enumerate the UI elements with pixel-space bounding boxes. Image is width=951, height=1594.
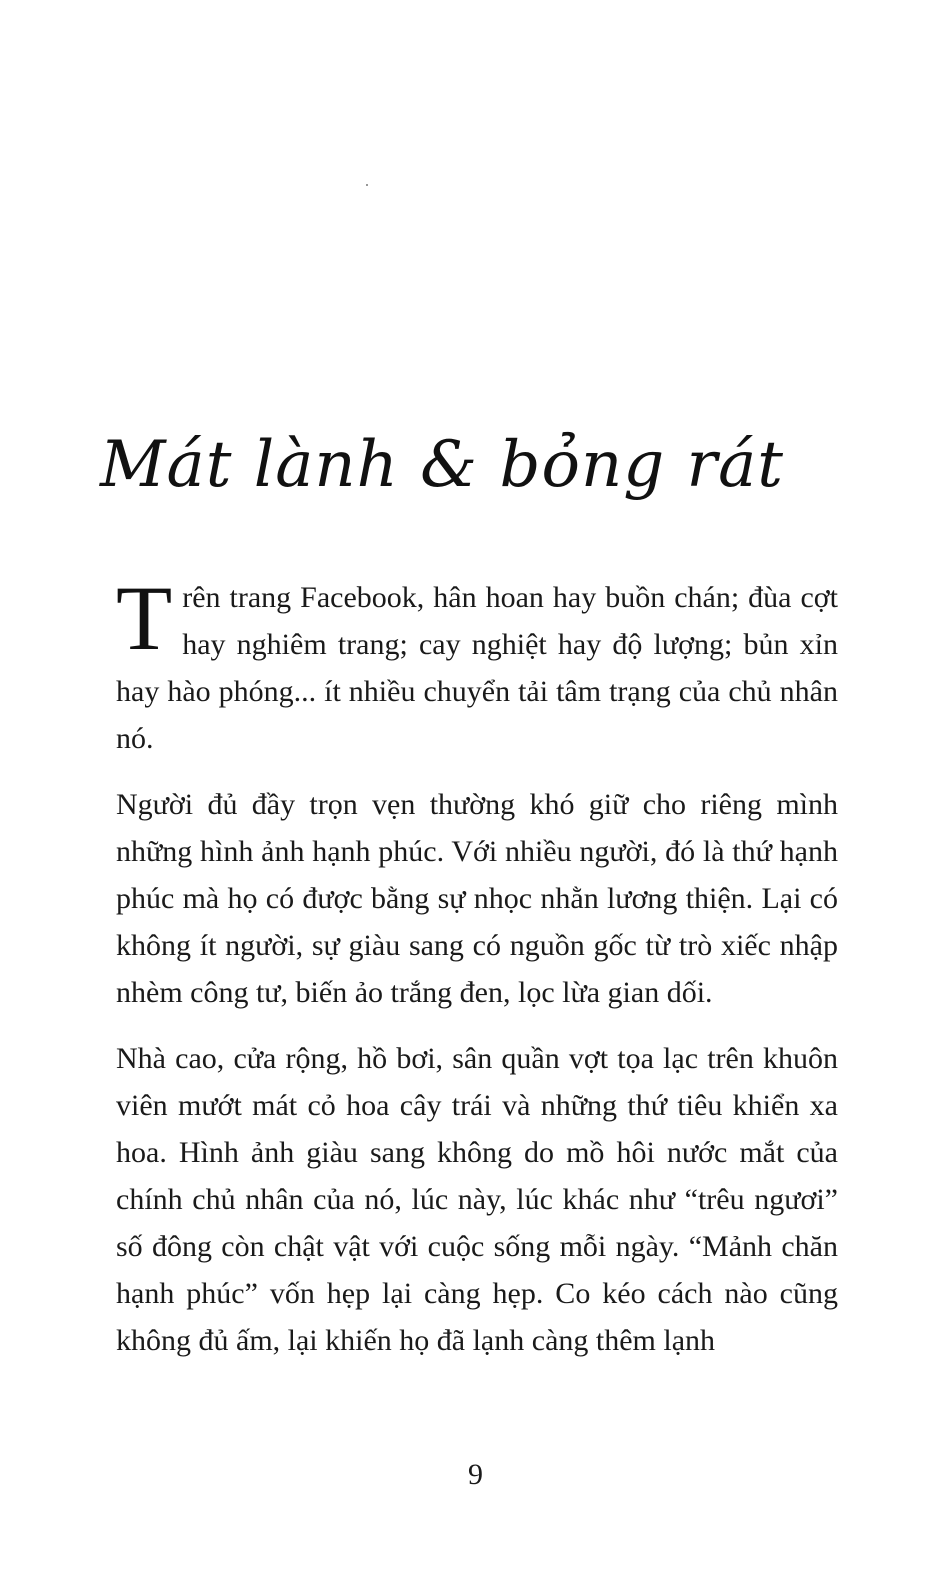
page-number: 9 [468, 1458, 483, 1491]
paragraph-1-text: rên trang Facebook, hân hoan hay buồn chán; đùa cợt hay nghiêm trang; cay nghiệt hay độ lượng; bủn xỉn hay hào phóng... ít nhiều chuyển tải tâm trạng của chủ nhân nó. [116, 581, 838, 755]
ink-speck [366, 184, 368, 186]
paragraph-2 [116, 781, 838, 1016]
drop-cap: T [116, 567, 173, 669]
paragraph-3-text: Nhà cao, cửa rộng, hồ bơi, sân quần vợt tọa lạc trên khuôn viên mướt mát cỏ hoa cây trái và những thứ tiêu khiển xa hoa. Hình ảnh giàu sang không do mồ hôi nước mắt của chính chủ nhân của nó, lúc này, lúc khác như “trêu ngươi” số đông còn chật vật với cuộc sống mỗi ngày. “Mảnh chăn hạnh phúc” vốn hẹp lại càng hẹp. Co kéo cách nào cũng không đủ ấm, lại khiến họ đã lạnh càng thêm lạnh [116, 1042, 838, 1357]
paragraph-1 [116, 567, 838, 762]
chapter-body [116, 567, 838, 1383]
paragraph-3 [116, 1035, 838, 1364]
paragraph-2-text: Người đủ đầy trọn vẹn thường khó giữ cho riêng mình những hình ảnh hạnh phúc. Với nhiều người, đó là thứ hạnh phúc mà họ có được bằng sự nhọc nhằn lương thiện. Lại có không ít người, sự giàu sang có nguồn gốc từ trò xiếc nhập nhèm công tư, biến ảo trắng đen, lọc lừa gian dối. [116, 788, 838, 1009]
chapter-title: Mát lành & bỏng rát [100, 427, 784, 502]
